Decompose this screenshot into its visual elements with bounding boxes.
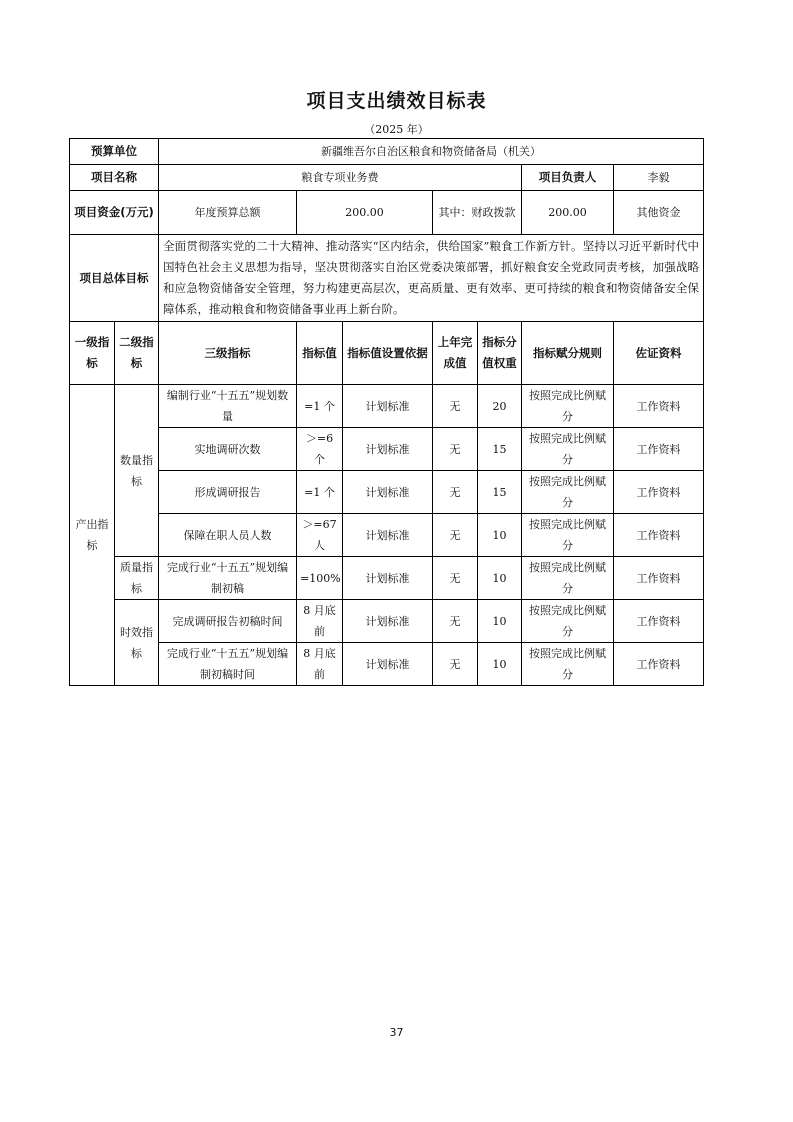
indicator-name: 保障在职人员人数: [159, 514, 297, 557]
indicator-basis: 计划标准: [343, 600, 433, 643]
indicator-evidence: 工作资料: [614, 385, 704, 428]
indicator-last-year: 无: [433, 428, 478, 471]
level1-cell: 产出指标: [70, 385, 115, 686]
budget-unit-row: [70, 139, 704, 165]
indicator-value: =1 个: [297, 471, 343, 514]
header-level1: 一级指标: [70, 322, 115, 385]
project-name-row: [70, 165, 704, 191]
indicator-basis: 计划标准: [343, 471, 433, 514]
budget-unit-value: 新疆维吾尔自治区粮食和物资储备局（机关）: [159, 139, 704, 165]
indicator-evidence: 工作资料: [614, 471, 704, 514]
indicator-rule: 按照完成比例赋分: [522, 557, 614, 600]
indicator-rule: 按照完成比例赋分: [522, 428, 614, 471]
indicator-last-year: 无: [433, 471, 478, 514]
page-number: 37: [389, 1026, 404, 1039]
indicator-last-year: 无: [433, 600, 478, 643]
project-leader-label: 项目负责人: [522, 165, 614, 191]
group-quantity: 数量指标: [115, 385, 159, 557]
header-level2: 二级指标: [115, 322, 159, 385]
page-title: 项目支出绩效目标表: [306, 90, 487, 112]
indicator-rule: 按照完成比例赋分: [522, 514, 614, 557]
indicator-weight: 15: [478, 428, 522, 471]
indicator-evidence: 工作资料: [614, 600, 704, 643]
funds-label: 项目资金(万元): [70, 191, 159, 235]
header-evidence: 佐证资料: [614, 322, 704, 385]
indicator-name: 完成调研报告初稿时间: [159, 600, 297, 643]
indicator-weight: 15: [478, 471, 522, 514]
indicator-basis: 计划标准: [343, 514, 433, 557]
table-row: [70, 471, 704, 514]
funds-row: [70, 191, 704, 235]
indicator-value: 8 月底前: [297, 643, 343, 686]
indicator-value: =100%: [297, 557, 343, 600]
indicator-evidence: 工作资料: [614, 428, 704, 471]
header-rule: 指标赋分规则: [522, 322, 614, 385]
indicator-value: ＞=6 个: [297, 428, 343, 471]
indicator-weight: 10: [478, 600, 522, 643]
indicator-value: =1 个: [297, 385, 343, 428]
indicator-name: 完成行业“十五五”规划编制初稿: [159, 557, 297, 600]
other-funds-label: 其他资金: [614, 191, 704, 235]
indicator-evidence: 工作资料: [614, 514, 704, 557]
annual-budget-label: 年度预算总额: [159, 191, 297, 235]
indicator-rule: 按照完成比例赋分: [522, 600, 614, 643]
indicator-basis: 计划标准: [343, 428, 433, 471]
table-row: [70, 643, 704, 686]
indicator-evidence: 工作资料: [614, 557, 704, 600]
group-quality: 质量指标: [115, 557, 159, 600]
indicator-weight: 10: [478, 643, 522, 686]
indicator-evidence: 工作资料: [614, 643, 704, 686]
indicator-name: 编制行业“十五五”规划数量: [159, 385, 297, 428]
project-leader-value: 李毅: [614, 165, 704, 191]
table-row: [70, 557, 704, 600]
header-last-year: 上年完成值: [433, 322, 478, 385]
indicator-basis: 计划标准: [343, 385, 433, 428]
indicator-name: 形成调研报告: [159, 471, 297, 514]
goal-text: 全面贯彻落实党的二十大精神、推动落实“区内结余，供给国家”粮食工作新方针。坚持以习近平新时代中国特色社会主义思想为指导，坚决贯彻落实自治区党委决策部署，抓好粮食安全党政同责考核，加强战略和应急物资储备安全管理，努力构建更高层次，更高质量、更有效率、更可持续的粮食和物资储备安全保障体系，推动粮食和物资储备事业再上新台阶。: [159, 235, 704, 322]
performance-target-table: [69, 138, 704, 686]
year-label: （2025 年）: [364, 123, 429, 136]
indicator-last-year: 无: [433, 643, 478, 686]
fiscal-funds-value: 200.00: [522, 191, 614, 235]
header-basis: 指标值设置依据: [343, 322, 433, 385]
fiscal-funds-label: 其中：财政拨款: [433, 191, 522, 235]
indicator-rule: 按照完成比例赋分: [522, 471, 614, 514]
table-row: [70, 385, 704, 428]
indicator-value: ＞=67 人: [297, 514, 343, 557]
indicator-last-year: 无: [433, 514, 478, 557]
indicator-weight: 20: [478, 385, 522, 428]
indicator-header-row: [70, 322, 704, 385]
indicator-basis: 计划标准: [343, 643, 433, 686]
indicator-rule: 按照完成比例赋分: [522, 643, 614, 686]
table-row: [70, 428, 704, 471]
indicator-name: 实地调研次数: [159, 428, 297, 471]
project-name-label: 项目名称: [70, 165, 159, 191]
indicator-name: 完成行业“十五五”规划编制初稿时间: [159, 643, 297, 686]
header-level3: 三级指标: [159, 322, 297, 385]
indicator-rule: 按照完成比例赋分: [522, 385, 614, 428]
indicator-weight: 10: [478, 514, 522, 557]
indicator-basis: 计划标准: [343, 557, 433, 600]
indicator-value: 8 月底前: [297, 600, 343, 643]
table-row: [70, 514, 704, 557]
group-timeliness: 时效指标: [115, 600, 159, 686]
indicator-last-year: 无: [433, 385, 478, 428]
table-row: [70, 600, 704, 643]
project-name-value: 粮食专项业务费: [159, 165, 522, 191]
goal-label: 项目总体目标: [70, 235, 159, 322]
indicator-weight: 10: [478, 557, 522, 600]
header-weight: 指标分值权重: [478, 322, 522, 385]
annual-budget-value: 200.00: [297, 191, 433, 235]
goal-row: [70, 235, 704, 322]
budget-unit-label: 预算单位: [70, 139, 159, 165]
header-value: 指标值: [297, 322, 343, 385]
indicator-last-year: 无: [433, 557, 478, 600]
